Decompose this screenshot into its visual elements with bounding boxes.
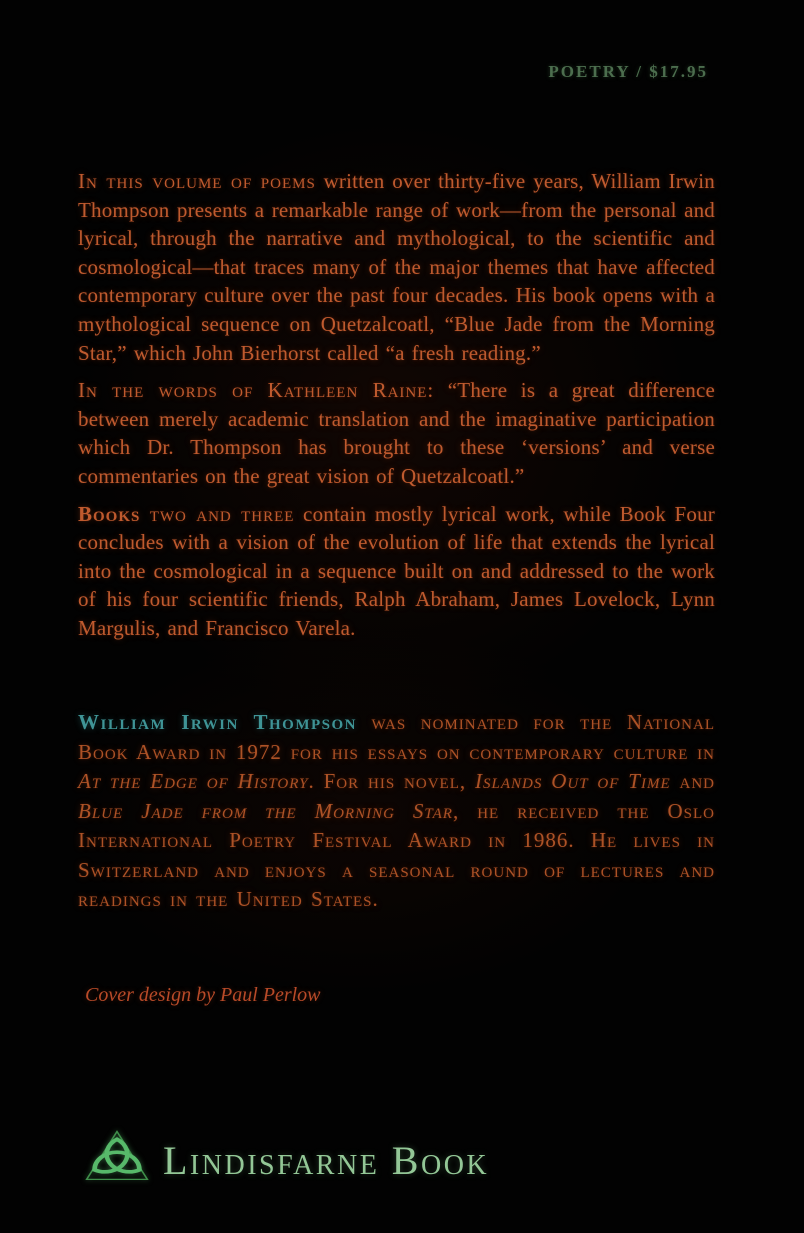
text-segment: and <box>670 769 715 793</box>
text-segment: William Irwin Thompson <box>78 710 358 734</box>
text-segment: two and three <box>140 501 295 526</box>
text-segment: , he received the Oslo International Poetry Festival Award in 1986. He lives in Switzerland and enjoys a seasonal round of lectures and readings in the United States. <box>78 798 715 911</box>
text-segment: was nominated for the National Book Award in 1972 for his essays on contemporary culture in <box>78 710 715 764</box>
text-segment: “There is a great difference between merely academic translation and the imaginative participation which Dr. Thompson has brought to these ‘versions’ and verse commentaries on the great vision of Quetzalcoatl.” <box>78 378 715 488</box>
text-segment: In the words of Kathleen Raine: <box>78 378 435 403</box>
category-price-label: POETRY / $17.95 <box>548 62 708 81</box>
synopsis-paragraph-3 <box>78 500 715 643</box>
text-segment: . For his novel, <box>308 769 475 793</box>
publisher-name: Lindisfarne Book <box>163 1138 490 1183</box>
publisher-imprint <box>84 1130 489 1182</box>
text-segment: Blue Jade from the Morning Star <box>78 798 453 823</box>
triquetra-triangle-icon <box>84 1130 150 1182</box>
text-segment: written over thirty-five years, William Irwin Thompson presents a remarkable range of work—from the personal and lyrical, through the narrative and mythological, to the scientific and cosmological—that traces many of the major themes that have affected contemporary culture over the past four decades. His book opens with a mythological sequence on Quetzalcoatl, “Blue Jade from the Morning Star,” which John Bierhorst called “a fresh reading.” <box>78 169 715 365</box>
synopsis-paragraph-1 <box>78 167 715 367</box>
cover-design-credit: Cover design by Paul Perlow <box>85 984 321 1006</box>
text-segment: contain mostly lyrical work, while Book Four concludes with a vision of the evolution of life that extends the lyrical into the cosmological in a sequence built on and addressed to the work of his four scientific friends, Ralph Abraham, James Lovelock, Lynn Margulis, and Francisco Varela. <box>78 501 715 640</box>
synopsis-paragraph-2 <box>78 376 715 490</box>
author-bio <box>78 708 715 915</box>
text-segment: Islands Out of Time <box>474 769 671 793</box>
synopsis-block <box>78 167 715 652</box>
text-segment: In this volume of poems <box>78 169 316 193</box>
text-segment: Books <box>78 501 141 526</box>
text-segment: At the Edge of History <box>78 769 309 793</box>
